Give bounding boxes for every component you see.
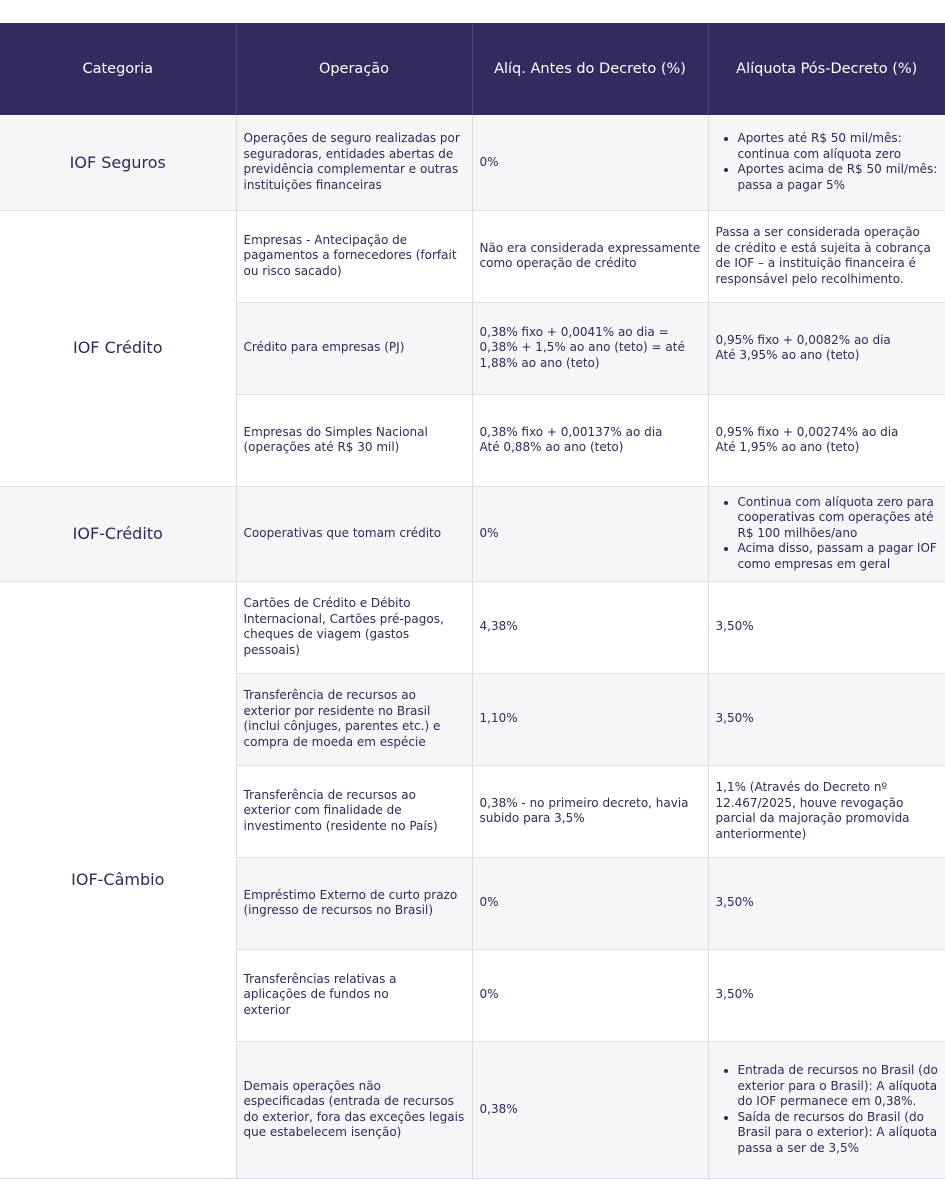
before-cell: 0% (472, 949, 708, 1041)
table-row (0, 210, 945, 302)
before-cell: 0% (472, 857, 708, 949)
operation-cell: Empréstimo Externo de curto prazo (ingresso de recursos no Brasil) (236, 857, 472, 949)
after-cell: Passa a ser considerada operação de crédito e está sujeita à cobrança de IOF – a instituição financeira é responsável pelo recolhimento. (708, 210, 945, 302)
before-cell: 0,38% fixo + 0,0041% ao dia = 0,38% + 1,5% ao ano (teto) = até 1,88% ao ano (teto) (472, 302, 708, 394)
header-operacao: Operação (236, 23, 472, 115)
table-row (0, 581, 945, 673)
list-item: • Aportes até R$ 50 mil/mês: continua com alíquota zero (738, 131, 939, 162)
category-cell: IOF Seguros (0, 115, 236, 210)
operation-line: aplicações de fundos no (243, 987, 389, 1002)
after-list (716, 1063, 939, 1156)
after-line: Até 1,95% ao ano (teto) (715, 440, 860, 454)
after-cell: 3,50% (708, 949, 945, 1041)
operation-cell: Operações de seguro realizadas por seguradoras, entidades abertas de previdência complementar e outras instituições financeiras (236, 115, 472, 210)
operation-cell: Cooperativas que tomam crédito (236, 486, 472, 581)
list-item: • Acima disso, passam a pagar IOF como empresas em geral (738, 541, 939, 572)
before-line: 0,38% fixo + 0,00137% ao dia (479, 424, 663, 439)
header-aliquota-pos: Alíquota Pós-Decreto (%) (736, 61, 918, 77)
operation-line: Transferências relativas a (243, 971, 397, 986)
after-list (716, 495, 939, 573)
after-cell (708, 302, 945, 394)
operation-cell: Crédito para empresas (PJ) (236, 302, 472, 394)
iof-table (0, 23, 945, 1179)
before-line: Até 0,88% ao ano (teto) (479, 440, 624, 454)
operation-cell: Transferência de recursos ao exterior por residente no Brasil (inclui cônjuges, parentes etc.) e compra de moeda em espécie (236, 673, 472, 765)
operation-cell: Demais operações não especificadas (entrada de recursos do exterior, fora das exceções legais que estabelecem isenção) (236, 1041, 472, 1178)
before-cell: 4,38% (472, 581, 708, 673)
operation-cell: Cartões de Crédito e Débito Internacional, Cartões pré-pagos, cheques de viagem (gastos pessoais) (236, 581, 472, 673)
before-cell: 0% (472, 486, 708, 581)
before-cell: 1,10% (472, 673, 708, 765)
before-cell: Não era considerada expressamente como operação de crédito (472, 210, 708, 302)
operation-cell (236, 949, 472, 1041)
operation-cell: Transferência de recursos ao exterior com finalidade de investimento (residente no País) (236, 765, 472, 857)
list-item: • Aportes acima de R$ 50 mil/mês: passa a pagar 5% (738, 162, 939, 193)
header-categoria: Categoria (0, 23, 236, 115)
after-list (716, 131, 939, 193)
after-cell: 3,50% (708, 581, 945, 673)
after-cell: 3,50% (708, 857, 945, 949)
header-aliquota-antes: Alíq. Antes do Decreto (%) (472, 23, 708, 115)
category-cell: IOF Crédito (0, 210, 236, 486)
after-cell: 3,50% (708, 673, 945, 765)
operation-line: exterior (243, 1002, 291, 1017)
after-cell (708, 486, 945, 581)
operation-cell: Empresas do Simples Nacional (operações até R$ 30 mil) (236, 394, 472, 486)
before-cell: 0,38% (472, 1041, 708, 1178)
list-item: • Continua com alíquota zero para cooperativas com operações até R$ 100 milhões/ano (738, 495, 939, 542)
table-header-row (0, 23, 945, 115)
after-line: 0,95% fixo + 0,0082% ao dia (715, 332, 891, 347)
after-line: Até 3,95% ao ano (teto) (715, 348, 860, 362)
list-item: • Entrada de recursos no Brasil (do exterior para o Brasil): A alíquota do IOF permanece em 0,38%. (738, 1063, 939, 1110)
category-cell: IOF-Câmbio (0, 581, 236, 1178)
after-cell (708, 394, 945, 486)
table-row (0, 115, 945, 210)
list-item: • Saída de recursos do Brasil (do Brasil para o exterior): A alíquota passa a ser de 3,5% (738, 1110, 939, 1157)
before-cell (472, 394, 708, 486)
after-line: 0,95% fixo + 0,00274% ao dia (715, 424, 899, 439)
table-row (0, 486, 945, 581)
operation-cell: Empresas - Antecipação de pagamentos a fornecedores (forfait ou risco sacado) (236, 210, 472, 302)
before-cell: 0,38% - no primeiro decreto, havia subido para 3,5% (472, 765, 708, 857)
before-cell: 0% (472, 115, 708, 210)
category-cell: IOF-Crédito (0, 486, 236, 581)
after-cell (708, 1041, 945, 1178)
after-cell: 1,1% (Através do Decreto nº 12.467/2025, houve revogação parcial da majoração promovida anteriormente) (708, 765, 945, 857)
after-cell (708, 115, 945, 210)
